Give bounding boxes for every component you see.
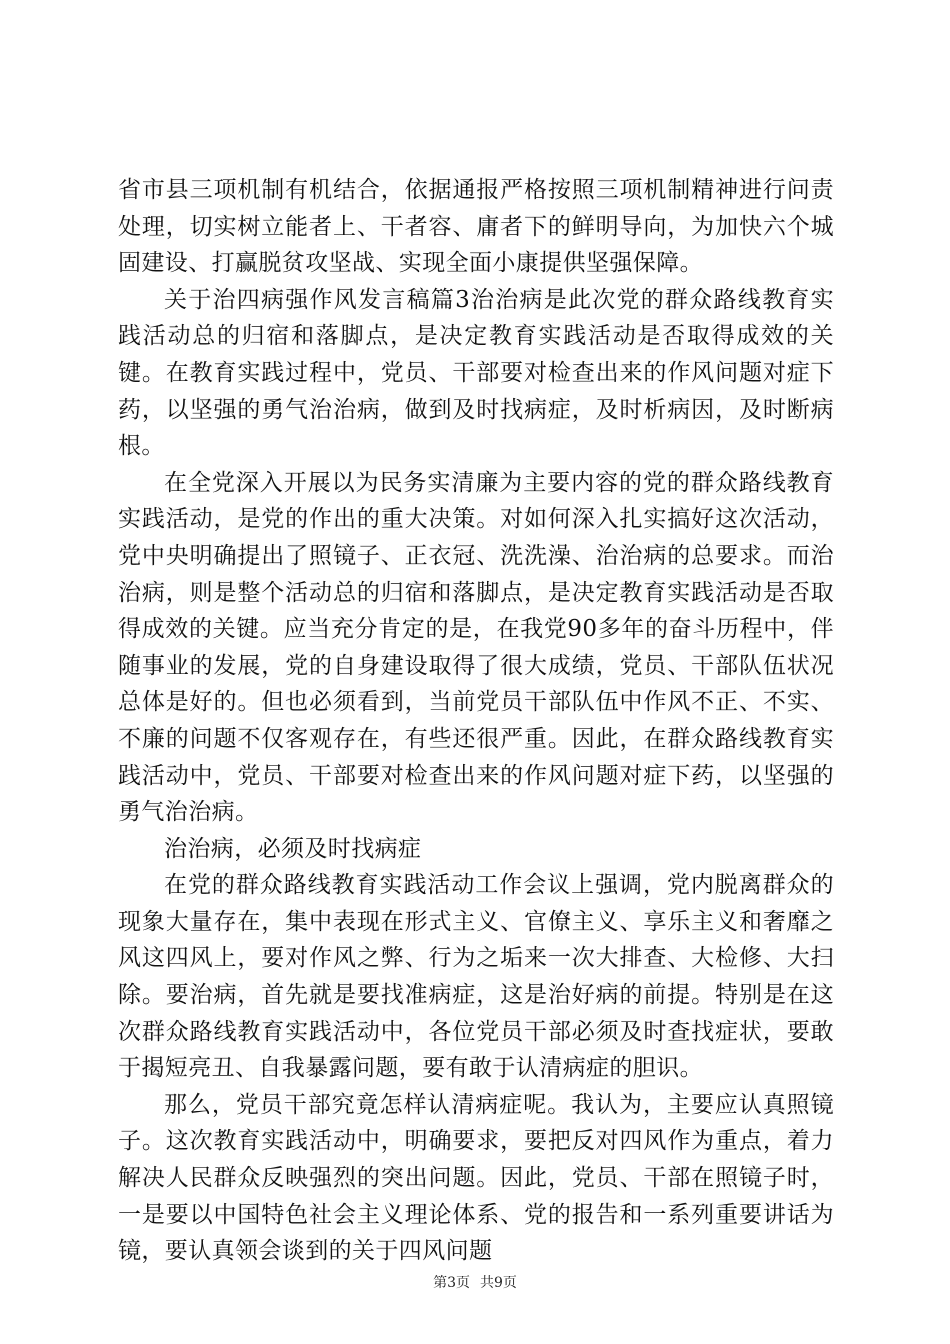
paragraph-continuation: 省市县三项机制有机结合，依据通报严格按照三项机制精神进行问责处理，切实树立能者上、干者容、庸者下的鲜明导向，为加快六个城固建设、打赢脱贫攻坚战、实现全面小康提供坚强保障。 [118, 177, 834, 277]
page-footer [0, 1272, 950, 1292]
paragraph: 那么，党员干部究竟怎样认清病症呢。我认为，主要应认真照镜子。这次教育实践活动中，明确要求，要把反对四风作为重点，着力解决人民群众反映强烈的突出问题。因此，党员、干部在照镜子时，一是要以中国特色社会主义理论体系、党的报告和一系列重要讲话为镜，要认真领会谈到的关于四风问题 [118, 1091, 834, 1265]
page-number: 第3页 [433, 1275, 470, 1291]
paragraph: 关于治四病强作风发言稿篇3治治病是此次党的群众路线教育实践活动总的归宿和落脚点，是决定教育实践活动是否取得成效的关键。在教育实践过程中，党员、干部要对检查出来的作风问题对症下药，以坚强的勇气治治病，做到及时找病症，及时析病因，及时断病根。 [118, 286, 834, 460]
paragraph: 在党的群众路线教育实践活动工作会议上强调，党内脱离群众的现象大量存在，集中表现在形式主义、官僚主义、享乐主义和奢靡之风这四风上，要对作风之弊、行为之垢来一次大排查、大检修、大扫除。要治病，首先就是要找准病症，这是治好病的前提。特别是在这次群众路线教育实践活动中，各位党员干部必须及时查找症状，要敢于揭短亮丑、自我暴露问题，要有敢于认清病症的胆识。 [118, 872, 834, 1082]
section-heading: 治治病，必须及时找病症 [164, 835, 422, 862]
paragraph: 在全党深入开展以为民务实清廉为主要内容的党的群众路线教育实践活动，是党的作出的重大决策。对如何深入扎实搞好这次活动，党中央明确提出了照镜子、正衣冠、洗洗澡、治治病的总要求。而治治病，则是整个活动总的归宿和落脚点，是决定教育实践活动是否取得成效的关键。应当充分肯定的是，在我党90多年的奋斗历程中，伴随事业的发展，党的自身建设取得了很大成绩，党员、干部队伍状况总体是好的。但也必须看到，当前党员干部队伍中作风不正、不实、不廉的问题不仅客观存在，有些还很严重。因此，在群众路线教育实践活动中，党员、干部要对检查出来的作风问题对症下药，以坚强的勇气治治病。 [118, 469, 834, 826]
total-pages: 共9页 [480, 1275, 517, 1291]
document-body [118, 172, 834, 1270]
